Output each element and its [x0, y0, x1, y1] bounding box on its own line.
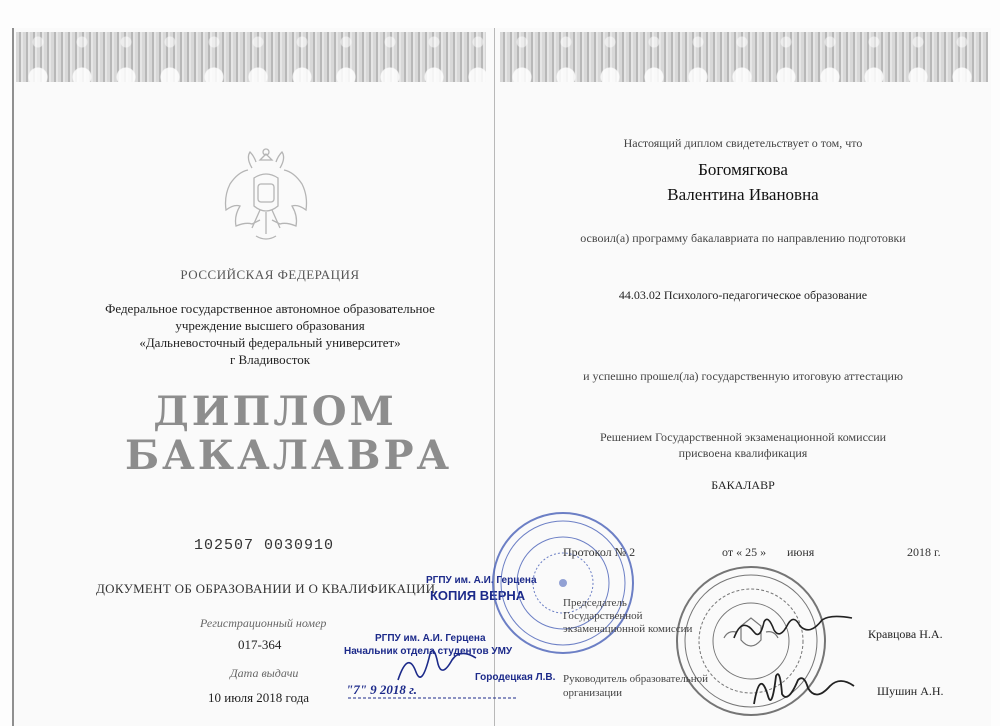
- head-signature-icon: [748, 664, 858, 710]
- institution-city: г Владивосток: [229, 352, 311, 367]
- chair-signature-icon: [730, 612, 860, 646]
- head-of-organization-title: [563, 672, 708, 700]
- copy-stamp-certified: КОПИЯ ВЕРНА: [430, 588, 526, 603]
- document-type: ДОКУМЕНТ ОБ ОБРАЗОВАНИИ И О КВАЛИФИКАЦИИ: [96, 581, 436, 596]
- copy-stamp-position: Начальник отдела студентов УМУ: [344, 646, 513, 657]
- commission-chair-name: Кравцова Н.А.: [868, 627, 943, 641]
- copy-stamp-org: РГПУ им. А.И. Герцена: [426, 575, 537, 586]
- head-title-line: Руководитель образовательной: [563, 673, 709, 685]
- institution-line: Федеральное государственное автономное образовательное: [105, 301, 435, 316]
- commission-decision: [500, 429, 986, 461]
- institution-line: «Дальневосточный федеральный университет»: [139, 335, 401, 350]
- guilloche-band-left: [16, 32, 486, 82]
- institution-line: учреждение высшего образования: [175, 318, 365, 333]
- protocol-year: 2018 г.: [907, 545, 941, 559]
- registration-label: Регистрационный номер: [200, 616, 327, 630]
- graduate-given-names: Валентина Ивановна: [667, 185, 819, 204]
- program-mastered-text: освоил(а) программу бакалавриата по направлению подготовки: [580, 231, 906, 245]
- chair-title-line: Председатель: [563, 597, 627, 609]
- graduate-surname: Богомягкова: [698, 160, 788, 179]
- institution-name: [60, 300, 480, 368]
- head-of-organization-name: Шушин А.Н.: [877, 684, 944, 698]
- decision-line: Решением Государственной экзаменационной комиссии: [599, 430, 887, 444]
- copy-stamp-org-2: РГПУ им. А.И. Герцена: [375, 633, 486, 644]
- copy-stamp-signer: Городецкая Л.В.: [475, 672, 556, 683]
- issue-date-label: Дата выдачи: [230, 666, 299, 680]
- date-underline-icon: [348, 686, 518, 700]
- chair-title-line: экзаменационной комиссии: [563, 623, 693, 635]
- head-title-line: организации: [563, 687, 623, 699]
- diploma-title: ДИПЛОМ: [153, 388, 397, 435]
- issue-date: 10 июля 2018 года: [208, 690, 310, 705]
- commission-chair-title: [563, 597, 692, 636]
- guilloche-band-right: [500, 32, 988, 82]
- country-label: РОССИЙСКАЯ ФЕДЕРАЦИЯ: [180, 267, 360, 282]
- decision-line: присвоена квалификация: [678, 446, 808, 460]
- protocol-number: Протокол № 2: [563, 545, 636, 559]
- diploma-number: 102507 0030910: [194, 537, 335, 554]
- chair-title-line: Государственной: [563, 610, 643, 622]
- copy-stamp-date: "7" 9 2018 г.: [346, 682, 418, 697]
- qualification: БАКАЛАВР: [711, 478, 775, 492]
- attestation-text: и успешно прошел(ла) государственную итоговую аттестацию: [583, 369, 903, 383]
- coat-of-arms-icon: [208, 140, 324, 256]
- certifies-text: Настоящий диплом свидетельствует о том, что: [623, 136, 863, 150]
- protocol-day: от « 25 »: [722, 545, 767, 559]
- diploma-degree-title: БАКАЛАВРА: [125, 432, 453, 479]
- program-name: 44.03.02 Психолого-педагогическое образование: [618, 288, 868, 302]
- copy-signature-icon: [392, 640, 482, 690]
- protocol-month: июня: [787, 545, 815, 559]
- registration-number: 017-364: [238, 637, 282, 652]
